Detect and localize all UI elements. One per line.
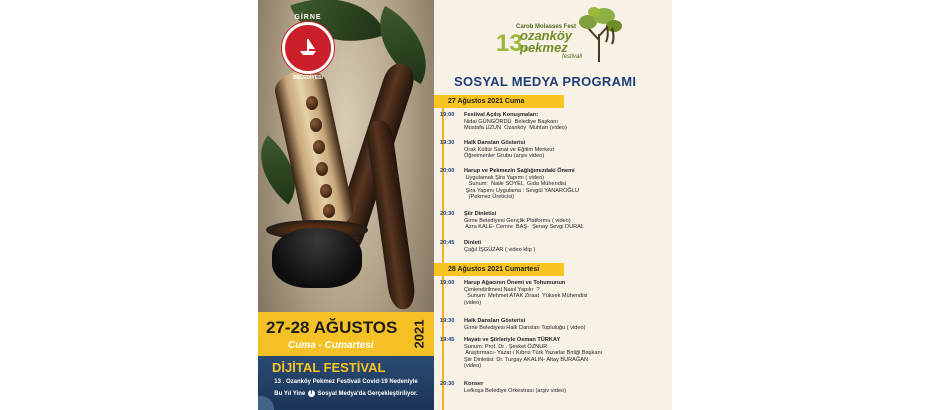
event-title: Hayatı ve Şiirleriyle Osman TÜRKAY [464, 337, 561, 343]
event-title: Şiir Dinletisi [464, 211, 497, 217]
program-panel [434, 0, 672, 410]
decorative-circle [258, 396, 274, 410]
year-text: 2021 [411, 319, 427, 349]
digital-festival-title: DİJİTAL FESTİVAL [272, 360, 386, 375]
carob-pod [365, 119, 417, 311]
date-banner [258, 312, 434, 356]
event-detail-line: Sunum: Mehmet ATAK Ziraat Yüksek Mühendisi [464, 293, 588, 300]
event-detail-line: Lefkoşa Belediye Orkestrası (arşiv video) [464, 387, 566, 394]
event-title: Halk Dansları Gösterisi [464, 318, 526, 324]
carob-seed [323, 204, 335, 218]
municipality-logo [282, 14, 334, 81]
digital-line-1: 13 . Ozanköy Pekmez Festivali Covid-19 Nedeniyle [274, 379, 418, 385]
event-time: 19:45 [440, 337, 455, 343]
digital-line-2b: Sosyal Medya'da Gerçekleştiriliyor. [317, 391, 418, 398]
event-time: 20:30 [440, 211, 455, 217]
event-detail-line: Orak Kültür Sanat ve Eğitim Merkezi [464, 146, 555, 153]
carob-seed [316, 162, 328, 176]
festival-poster [258, 0, 672, 410]
carob-seed [320, 184, 332, 198]
event-body [464, 112, 664, 132]
event-body [464, 280, 664, 306]
digital-festival-box [258, 356, 434, 410]
event-title: Festival Açılış Konuşmaları: [464, 112, 539, 118]
event-body [464, 240, 664, 253]
event-detail-line: Çimlendirilmesi Nasıl Yapılır ? [464, 286, 540, 293]
event-time: 20:30 [440, 381, 455, 387]
event-detail-line: Girne Belediyesi Halk Dansları Topluluğu ( video) [464, 324, 586, 331]
event-body [464, 140, 664, 160]
program-title: SOSYAL MEDYA PROGRAMI [454, 74, 637, 89]
year-vertical [408, 314, 430, 354]
event-time: 20:45 [440, 240, 455, 246]
event-detail-line: (video) [464, 363, 482, 370]
logo-top-text: GİRNE [294, 14, 322, 21]
carob-photo-panel [258, 0, 434, 410]
day-1-header: 27 Ağustos 2021 Cuma [434, 95, 564, 108]
festival-name-line-1: ozanköy [520, 28, 573, 43]
festival-tag: festivali [562, 54, 583, 60]
ship-icon [299, 37, 317, 57]
event-title: Harup Ağacının Önemi ve Tohumunun [464, 280, 566, 286]
event-time: 19:00 [440, 112, 455, 118]
event-time: 19:30 [440, 140, 455, 146]
event-body [464, 168, 664, 201]
molasses-pot [272, 228, 362, 288]
event-detail-line: Uygulamalı Şira Yapımı ( video) [464, 174, 544, 181]
event-detail-line: Azra KALE- Cemre BAŞ- Şenay Sevgi DURAL [464, 224, 585, 231]
event-time: 19:30 [440, 318, 455, 324]
digital-line-2 [258, 390, 434, 397]
event-detail-line: Araştırmacı- Yazar / Kıbrıs Türk Yazarlar Birliği Başkanı [464, 350, 603, 357]
festival-name-line-2: pekmez [520, 40, 568, 55]
event-detail-line: Çağıl İŞGÜZAR ( video klip ) [464, 246, 536, 253]
event-body [464, 337, 664, 370]
event-title: Dinleti [464, 240, 482, 246]
timeline-line [442, 102, 444, 410]
digital-line-2a: Bu Yıl Yine [274, 391, 306, 398]
event-time: 20:00 [440, 168, 455, 174]
event-detail-line: Sunum: Prof. Dr . Şevket ÖZNUR [464, 343, 548, 350]
carob-seed [313, 140, 325, 154]
event-detail-line: (Pekmez Üreticisi) [464, 194, 515, 201]
festival-dates: 27-28 AĞUSTOS [266, 318, 398, 337]
event-time: 19:00 [440, 280, 455, 286]
event-body [464, 318, 664, 331]
event-title: Harup ve Pekmezin Sağlığımızdaki Önemi [464, 168, 575, 174]
event-body [464, 211, 664, 231]
facebook-icon: f [308, 390, 315, 397]
event-detail-line: Şiir Dinletisi: Dr. Turgay AKALIN- Altay BURAĞAN [464, 356, 589, 363]
festival-small-caption: Carob Molasses Fest [516, 24, 577, 30]
day-2-header: 28 Ağustos 2021 Cumartesi [434, 263, 564, 276]
logo-bottom-text: BELEDİYESİ [293, 75, 323, 81]
event-detail-line: Şira Yapımı Uygulama : Sevgül YANAROĞLU [464, 187, 579, 194]
event-detail-line: (video) [464, 299, 482, 306]
event-detail-line: Öğretmenler Grubu (arşiv video) [464, 153, 545, 160]
festival-number: 13. [496, 30, 530, 57]
event-detail-line: Nidai GÜNGÖRDÜ Belediye Başkanı [464, 118, 558, 125]
carob-seed [306, 96, 318, 110]
event-detail-line: Mustafa UZUN Ozanköy Muhtarı (video) [464, 125, 567, 132]
event-title: Halk Dansları Gösterisi [464, 140, 526, 146]
event-title: Konser [464, 381, 484, 387]
event-detail-line: Girne Belediyesi Gençlik Platformu ( video) [464, 217, 571, 224]
carob-seed [310, 118, 322, 132]
event-body [464, 381, 664, 394]
event-detail-line: Sunum: Naile SOYEL Gıda Mühendisi [464, 181, 567, 188]
festival-days: Cuma - Cumartesi [288, 340, 374, 351]
